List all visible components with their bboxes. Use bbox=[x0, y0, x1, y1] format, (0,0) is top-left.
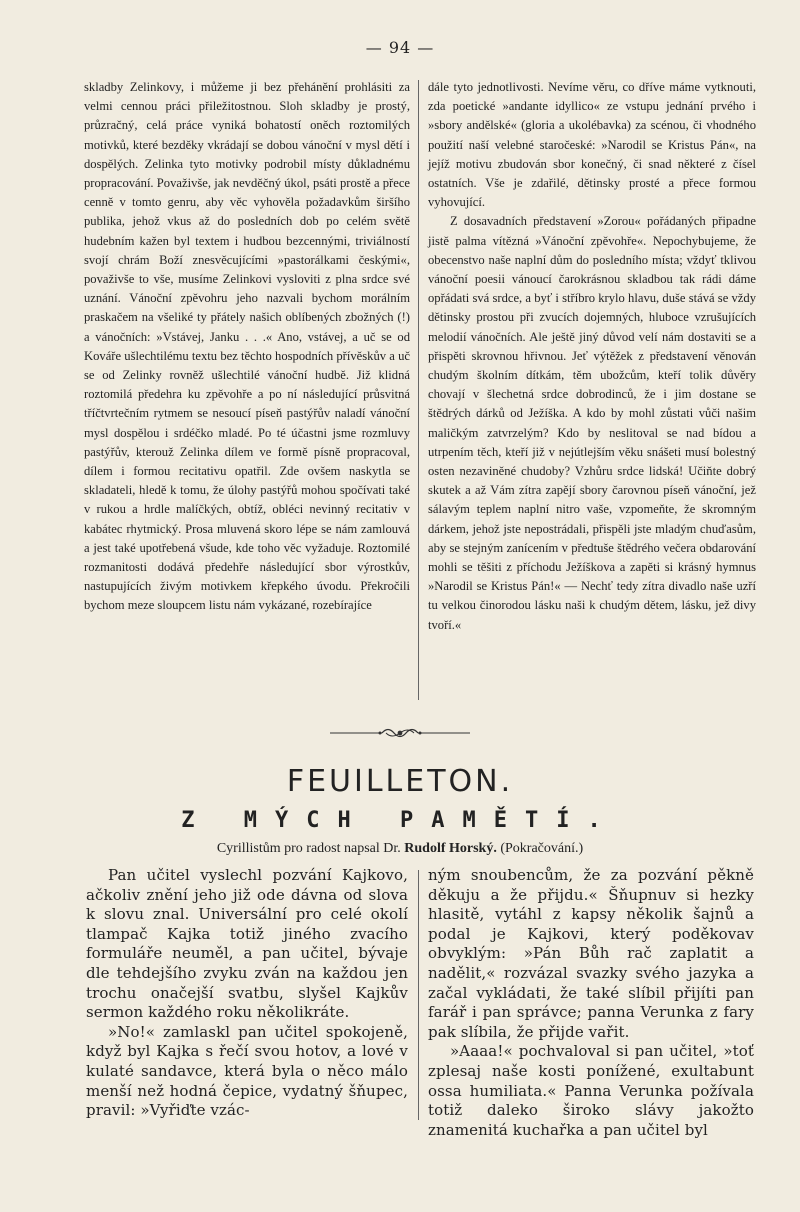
continuation-note: (Pokračování.) bbox=[500, 841, 584, 856]
story-title: Z MÝCH PAMĚTÍ. bbox=[181, 808, 619, 833]
article-paragraph: skladby Zelinkovy, i můžeme ji bez přehánění prohlásiti za velmi cennou práci přiležitostnou. Sloh skladby je prostý, průzračný, celá práce vyniká bohatostí oněch roztomilých motivků, které bezděky vkrádají se dobou vánoční v mysl dětí i dospělých. Zelinka tyto motivky podrobil místy důkladnému propracování. Považivše, jak nevděčný úkol, psáti prostě a přece cenně v tomto genru, aby věc vyhověla požadavkům širšího publika, jehož vkus až do posledních dob po celém světě hudebním kažen byl textem i hudbou bezcennými, triviálností svojí chrám Boží znesvěcujícími »pastorálkami českými«, považivše to vše, musíme Zelinkovi vysloviti z plna srdce své uznání. Vánoční zpěvohru jeho nazvali bychom morálním praskačem na všeliké ty přátely našich oblíbených zbožných (!) a vánočních: »Vstávej, Janku . . .« Ano, vstávej, a uč se od Kováře ušlechtilému textu bez těchto hospodních přívěskův a uč se od Zelinky rovněž ušlechtilé vánoční hudbě. Již klidná roztomilá předehra ku zpěvohře a po ní následující průsvitná tříčtvrtečním rytmem se nesoucí píseň pastýřův naladí vánoční mysl dospělou i srdéčko mladé. Po té účastni jsme rozmluvy pastýřův, kterouž Zelinka dílem ve formě písně propracoval, dílem i formou recitativu opatřil. Zde ovšem naskytla se skladateli, hledě k tomu, že úlohy pastýřů mohou spočívati také v rukou a hrdle malíčkých, obtíž, obléci nevinný recitativ v kabátec rhytmický. Prosa mluvená skoro lépe se nám zamlouvá a jest také upotřebená všude, kde toho věc vyžaduje. Roztomilé rozmanitosti dodává předehře následující sbor výrostkův, nastupujících živým motivkem křepkého úvodu. Překročili bychom meze sloupcem listu nám vykázané, rozebírajíce bbox=[84, 80, 410, 613]
article-paragraph: dále tyto jednotlivosti. Nevíme věru, co dříve máme vytknouti, zda poetické »andante idyllico« ze vstupu jednání prvého i »sbory andělské« (gloria a ukolébavka) za scénou, či vhodného použití naší velebné staročeské: »Narodil se Kristus Pán«, na jejíž motivu zbudován sbor konečný, či snad některé z čísel ostatních. Vše je zdařilé, dětinsky prosté a přece formou vyhovující. bbox=[428, 80, 756, 210]
article-column-right bbox=[428, 78, 756, 635]
column-divider bbox=[418, 870, 419, 1120]
feuilleton-paragraph: Pan učitel vyslechl pozvání Kajkovo, ačkoliv znění jeho již ode dávna od slova k slovu znal. Universální pro celé okolí tlampač Kajka totiž jiného zvacího formuláře neuměl, a pan učitel, bývaje dle tehdejšího zvyku zván na každou jen trochu onačejší svatbu, slyšel Kajkův sermon každého roku několikráte. bbox=[86, 866, 408, 1022]
feuilleton-paragraph: »No!« zamlaskl pan učitel spokojeně, když byl Kajka s řečí svou hotov, a lové v kulaté sandavce, která byla o něco málo menší než hodná čepice, vydatný šňupec, pravil: »Vyřiďte vzác- bbox=[86, 1022, 408, 1120]
section-heading: FEUILLETON. bbox=[286, 764, 514, 799]
feuilleton-column-left bbox=[86, 866, 408, 1121]
feuilleton-column-right bbox=[428, 866, 754, 1140]
article-column-left bbox=[84, 78, 410, 616]
feuilleton-paragraph: ným snoubencům, že za pozvání pěkně děkuju a že přijdu.« Šňupnuv si hezky hlasitě, vytáhl z kapsy několik šajnů a podal je Kajkovi, který poděkovav obvyklým: »Pán Bůh rač zaplatit a nadělit,« rozvázal svazky svého jazyka a začal vykládati, že také slíbil přijíti pan farář i pan správce; panna Verunka z fary pak slíbila, že přijde vařit. bbox=[428, 866, 754, 1041]
ornament-divider bbox=[330, 722, 470, 744]
feuilleton-paragraph: »Aaaa!« pochvaloval si pan učitel, »toť zplesaj naše kosti ponížené, exultabunt ossa humiliata.« Panna Verunka požívala totiž daleko široko slávy jakožto znamenitá kuchařka a pan učitel byl bbox=[428, 1042, 754, 1139]
column-divider bbox=[418, 80, 419, 700]
byline bbox=[0, 841, 800, 857]
byline-prefix: Cyrillistům pro radost napsal Dr. bbox=[216, 841, 401, 856]
article-paragraph: Z dosavadních představení »Zorou« pořádaných připadne jistě palma vítězná »Vánoční zpěvohře«. Nepochybujeme, že obecenstvo naše naplní dům do posledního místa; vždyť tklivou vánoční poesii vánoucí čarokrásnou skladbou tak rádi dáme opřádati svá srdce, a byť i stříbro krylo hlavu, duše stává se vždy dětinsky prostou při zvucích dojemných, hluboce vzrušujících melodií vánočních. Ale ještě jiný důvod velí nám dostaviti se a přispěti skrovnou hřivnou. Jeť výtěžek z představení věnován chudým školním dítkám, těm ubožcům, kteří tolik důvěry chovají v šlechetná srdce dobrodinců, že i jim dostane se štědrých dárků od Ježíška. A kdo by mohl zůstati vůči našim maličkým zatvrzelým? Kdo by neslitoval se nad bídou a utrpením těch, kteří již v nejútlejším věku snášeti musí bolestný osten nezaviněné chudoby? Vzhůru srdce lidská! Učiňte dobrý skutek a až Vám zítra zapějí sbory čarovnou píseň vánoční, jež sálavým teplem naplní nitro vaše, vzpomeňte, že skromným dárkem, jehož jste nepostrádali, přispěli jste mladým chuďasům, aby se stejným zanícením v předtuše štědrého večera obdarování mohli se těšiti z příchodu Ježíškova a zapěti si krásný hymnus »Narodil se Kristus Pán!« — Nechť tedy zítra divadlo naše uzří tu velkou činorodou lásku naši k chudým dětem, lásku, jež divy tvoří.« bbox=[428, 214, 756, 632]
page-number: — 94 — bbox=[365, 38, 435, 57]
author-name: Rudolf Horský. bbox=[404, 841, 497, 856]
